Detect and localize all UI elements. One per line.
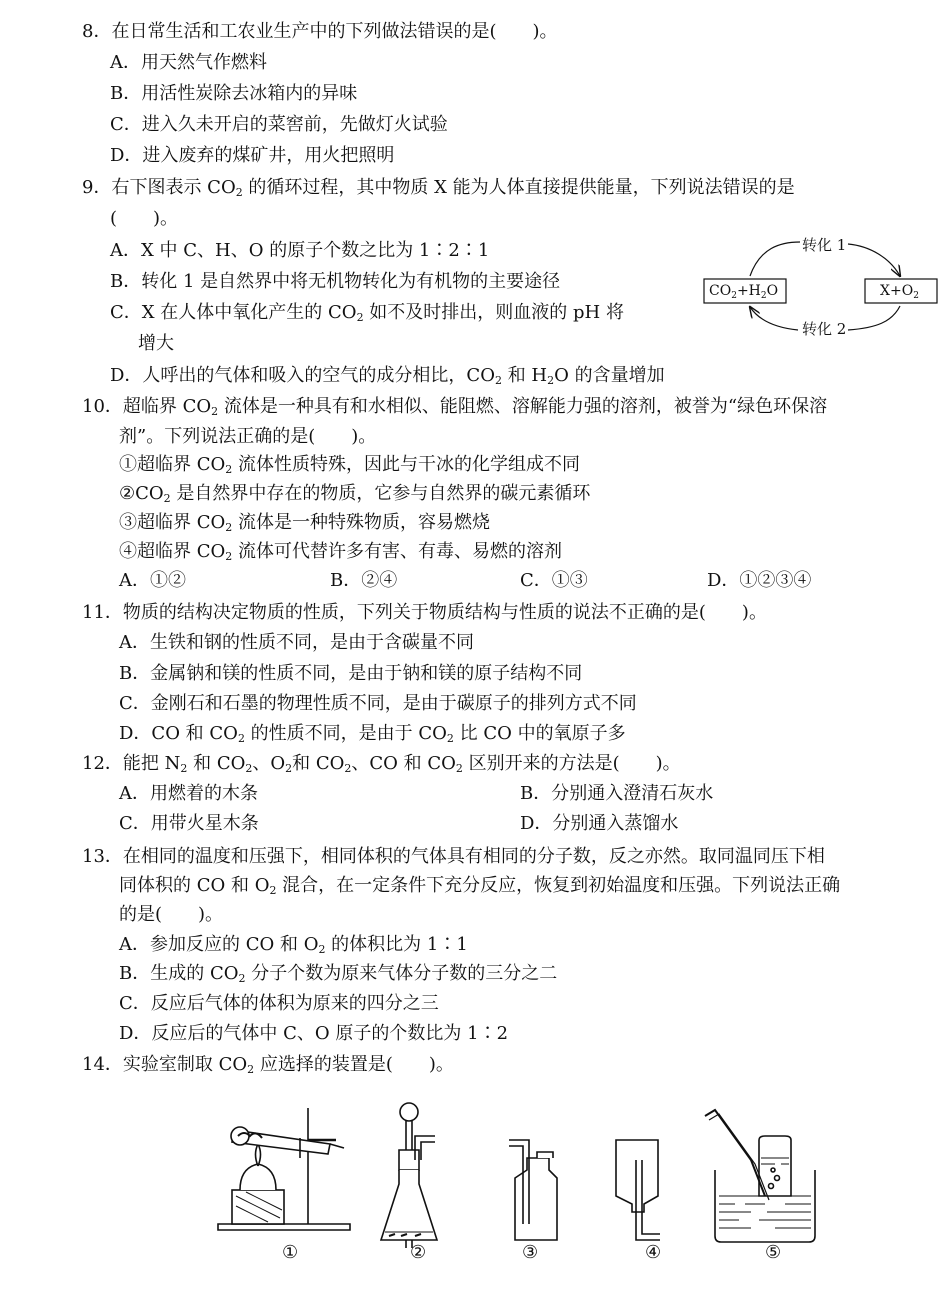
apparatus-5-water-trough <box>705 1110 815 1242</box>
q11-option-b: B．金属钠和镁的性质不同，是由于钠和镁的原子结构不同 <box>119 663 583 684</box>
q13-option-a: A．参加反应的 CO 和 $O_2$ 的体积比为 1∶1 <box>119 934 468 956</box>
q10-stem-line1: 10．超临界 $CO_2$ 流体是一种具有和水相似、能阻燃、溶解能力强的溶剂，被誉为“绿色环保溶 <box>82 396 828 418</box>
q12-stem: 12．能把 $N_2$ 和 $CO_2$、$O_2$和 $CO_2$、CO 和 $CO_2$ 区别开来的方法是( )。 <box>82 753 681 775</box>
q12-option-c: C．用带火星木条 <box>119 813 259 834</box>
arrow-bottom-right <box>848 306 900 330</box>
apparatus-label-3: ③ <box>522 1242 539 1263</box>
q13-option-d: D．反应后的气体中 C、O 原子的个数比为 1∶2 <box>119 1023 509 1044</box>
apparatus-label-4: ④ <box>645 1242 662 1263</box>
q9-option-d: D．人呼出的气体和吸入的空气的成分相比，$CO_2$ 和 $H_2O$ 的含量增加 <box>110 365 665 387</box>
arrow-top-right <box>848 244 900 276</box>
q10-statement-1: ①超临界 $CO_2$ 流体性质特殊，因此与干冰的化学组成不同 <box>119 454 580 476</box>
q10-statement-4: ④超临界 $CO_2$ 流体可代替许多有害、有毒、易燃的溶剂 <box>119 541 562 563</box>
q13-stem-line2: 同体积的 CO 和 $O_2$ 混合，在一定条件下充分反应，恢复到初始温度和压强。下列说法正确 <box>119 875 841 897</box>
co2-cycle-diagram <box>700 232 940 342</box>
arrow-bottom-left <box>750 307 798 330</box>
q8-stem: 8．在日常生活和工农业生产中的下列做法错误的是( )。 <box>82 21 558 42</box>
apparatus-drawings <box>210 1100 830 1270</box>
q8-option-d: D．进入废弃的煤矿井，用火把照明 <box>110 145 395 166</box>
q10-option-a: A．①② <box>119 570 186 591</box>
arrow-top-left <box>750 242 800 276</box>
q10-option-d: D．①②③④ <box>707 570 812 591</box>
q10-option-c: C．①③ <box>520 570 588 591</box>
q12-option-b: B．分别通入澄清石灰水 <box>520 783 714 804</box>
q8-option-a: A．用天然气作燃料 <box>110 52 267 73</box>
apparatus-4-inverted-bottle <box>616 1140 660 1240</box>
q9-option-c: C．X 在人体中氧化产生的 $CO_2$ 如不及时排出，则血液的 pH 将 <box>110 302 624 324</box>
q8-option-b: B．用活性炭除去冰箱内的异味 <box>110 83 358 104</box>
q11-option-d: D．CO 和 $CO_2$ 的性质不同，是由于 $CO_2$ 比 CO 中的氧原子多 <box>119 723 626 745</box>
q14-stem: 14．实验室制取 $CO_2$ 应选择的装置是( )。 <box>82 1054 454 1076</box>
q8-option-c: C．进入久未开启的菜窖前，先做灯火试验 <box>110 114 448 135</box>
apparatus-label-2: ② <box>410 1242 427 1263</box>
q9-stem-line1: 9．右下图表示 $CO_2$ 的循环过程，其中物质 X 能为人体直接提供能量，下列说法错误的是 <box>82 177 795 199</box>
q10-stem-line2: 剂”。下列说法正确的是( )。 <box>119 426 377 447</box>
q13-stem-line3: 的是( )。 <box>119 904 224 925</box>
left-box-label: $CO_2+H_2O$ <box>709 283 779 301</box>
apparatus-3-gas-bottle <box>509 1140 557 1240</box>
q12-option-d: D．分别通入蒸馏水 <box>520 813 679 834</box>
q10-statement-3: ③超临界 $CO_2$ 流体是一种特殊物质，容易燃烧 <box>119 512 490 534</box>
conversion-2-label: 转化 2 <box>802 320 847 338</box>
apparatus-1-heating-setup <box>218 1108 350 1230</box>
q9-stem-line2: ( )。 <box>110 208 179 229</box>
q9-option-a: A．X 中 C、H、O 的原子个数之比为 1∶2∶1 <box>110 240 490 261</box>
q11-option-a: A．生铁和钢的性质不同，是由于含碳量不同 <box>119 632 474 653</box>
lab-apparatus-figure <box>210 1100 830 1270</box>
conversion-1-label: 转化 1 <box>802 236 847 254</box>
q11-stem: 11．物质的结构决定物质的性质，下列关于物质结构与性质的说法不正确的是( )。 <box>82 602 767 623</box>
q13-option-c: C．反应后气体的体积为原来的四分之三 <box>119 993 439 1014</box>
apparatus-label-1: ① <box>282 1242 299 1263</box>
right-box-label: $X+O_2$ <box>880 283 919 301</box>
q9-option-c-cont: 增大 <box>138 333 174 354</box>
q13-stem-line1: 13．在相同的温度和压强下，相同体积的气体具有相同的分子数，反之亦然。取同温同压下相 <box>82 846 825 867</box>
apparatus-2-flask <box>381 1103 437 1248</box>
apparatus-label-5: ⑤ <box>765 1242 782 1263</box>
q12-option-a: A．用燃着的木条 <box>119 783 258 804</box>
q10-statement-2: $②CO_2$ 是自然界中存在的物质，它参与自然界的碳元素循环 <box>119 483 591 505</box>
q9-option-b: B．转化 1 是自然界中将无机物转化为有机物的主要途径 <box>110 271 561 292</box>
q13-option-b: B．生成的 $CO_2$ 分子个数为原来气体分子数的三分之二 <box>119 963 558 985</box>
q11-option-c: C．金刚石和石墨的物理性质不同，是由于碳原子的排列方式不同 <box>119 693 637 714</box>
q10-option-b: B．②④ <box>330 570 398 591</box>
